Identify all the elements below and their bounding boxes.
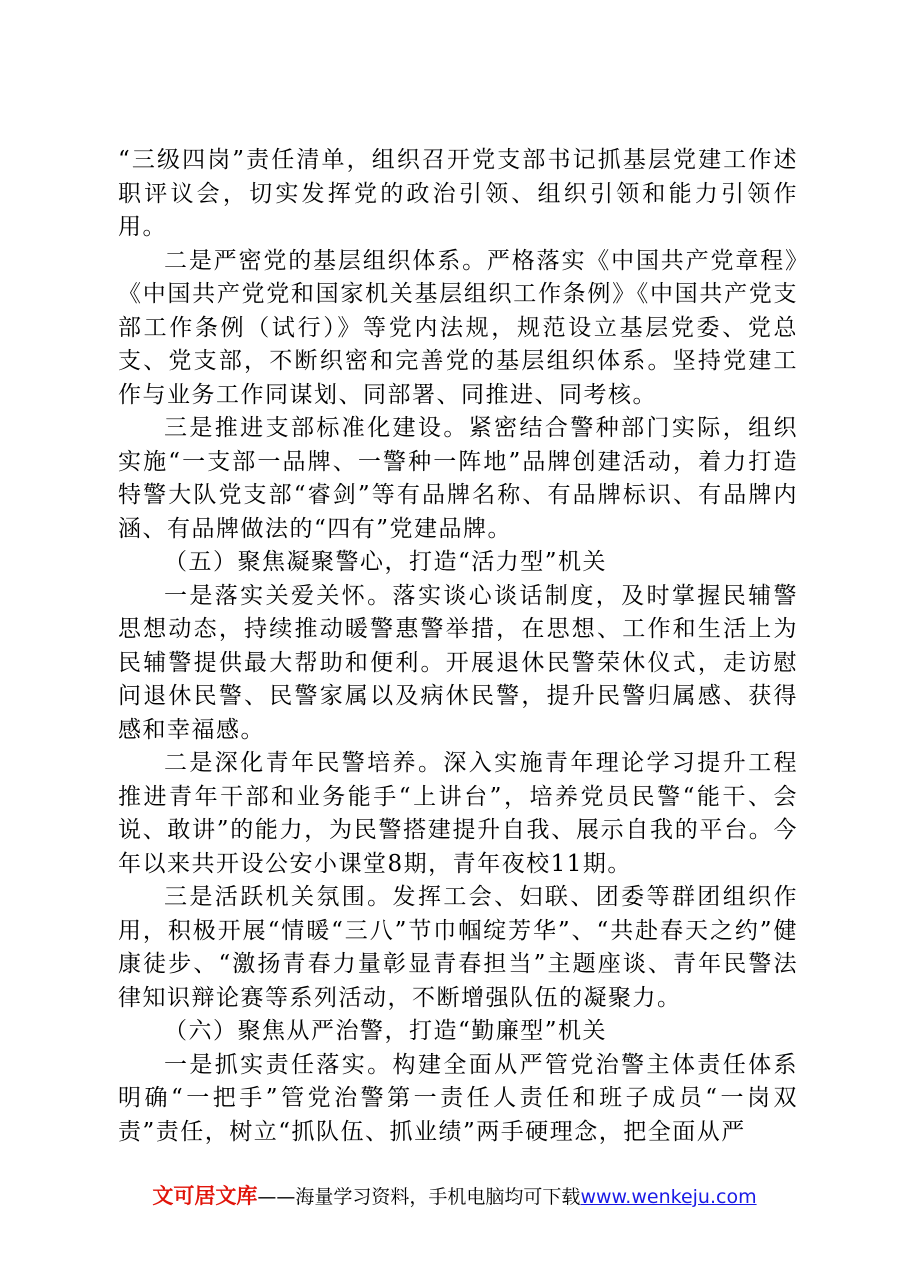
- footer-url-link[interactable]: www.wenkeju.com: [580, 1186, 757, 1208]
- section-heading: （五）聚焦凝聚警心，打造“活力型”机关: [164, 549, 608, 575]
- footer-tagline: ——海量学习资料，手机电脑均可下载: [257, 1186, 581, 1208]
- section-heading: （六）聚焦从严治警，打造“勤廉型”机关: [164, 1018, 608, 1044]
- paragraph: 二是严密党的基层组织体系。严格落实《中国共产党章程》《中国共产党党和国家机关基层组织工作条例》《中国共产党支部工作条例（试行）》等党内法规，规范设立基层党委、党总支、党支部，不断织密和完善党的基层组织体系。坚持党建工作与业务工作同谋划、同部署、同推进、同考核。: [118, 247, 798, 408]
- paragraph: 三是活跃机关氛围。发挥工会、妇联、团委等群团组织作用，积极开展“情暖“三八”节巾帼绽芳华”、“共赴春天之约”健康徒步、“激扬青春力量彰显青春担当”主题座谈、青年民警法律知识辩论赛等系列活动，不断增强队伍的凝聚力。: [118, 884, 798, 1011]
- paragraph: 一是落实关爱关怀。落实谈心谈话制度，及时掌握民辅警思想动态，持续推动暖警惠警举措，在思想、工作和生活上为民辅警提供最大帮助和便利。开展退休民警荣休仪式，走访慰问退休民警、民警家属以及病休民警，提升民警归属感、获得感和幸福感。: [118, 582, 798, 743]
- paragraph: 三是推进支部标准化建设。紧密结合警种部门实际，组织实施“一支部一品牌、一警种一阵地”品牌创建活动，着力打造特警大队党支部“睿剑”等有品牌名称、有品牌标识、有品牌内涵、有品牌做法的“四有”党建品牌。: [118, 415, 798, 542]
- footer-banner: [0, 1180, 909, 1210]
- paragraph: 一是抓实责任落实。构建全面从严管党治警主体责任体系明确“一把手”管党治警第一责任人责任和班子成员“一岗双责”责任，树立“抓队伍、抓业绩”两手硬理念，把全面从严: [118, 1051, 798, 1145]
- document-body: [118, 144, 798, 1149]
- paragraph: 二是深化青年民警培养。深入实施青年理论学习提升工程推进青年干部和业务能手“上讲台”，培养党员民警“能干、会说、敢讲”的能力，为民警搭建提升自我、展示自我的平台。今年以来共开设公安小课堂8期，青年夜校11期。: [118, 750, 798, 877]
- footer-brand: 文可居文库: [152, 1184, 258, 1208]
- paragraph-continuation: “三级四岗”责任清单，组织召开党支部书记抓基层党建工作述职评议会，切实发挥党的政治引领、组织引领和能力引领作用。: [118, 147, 798, 240]
